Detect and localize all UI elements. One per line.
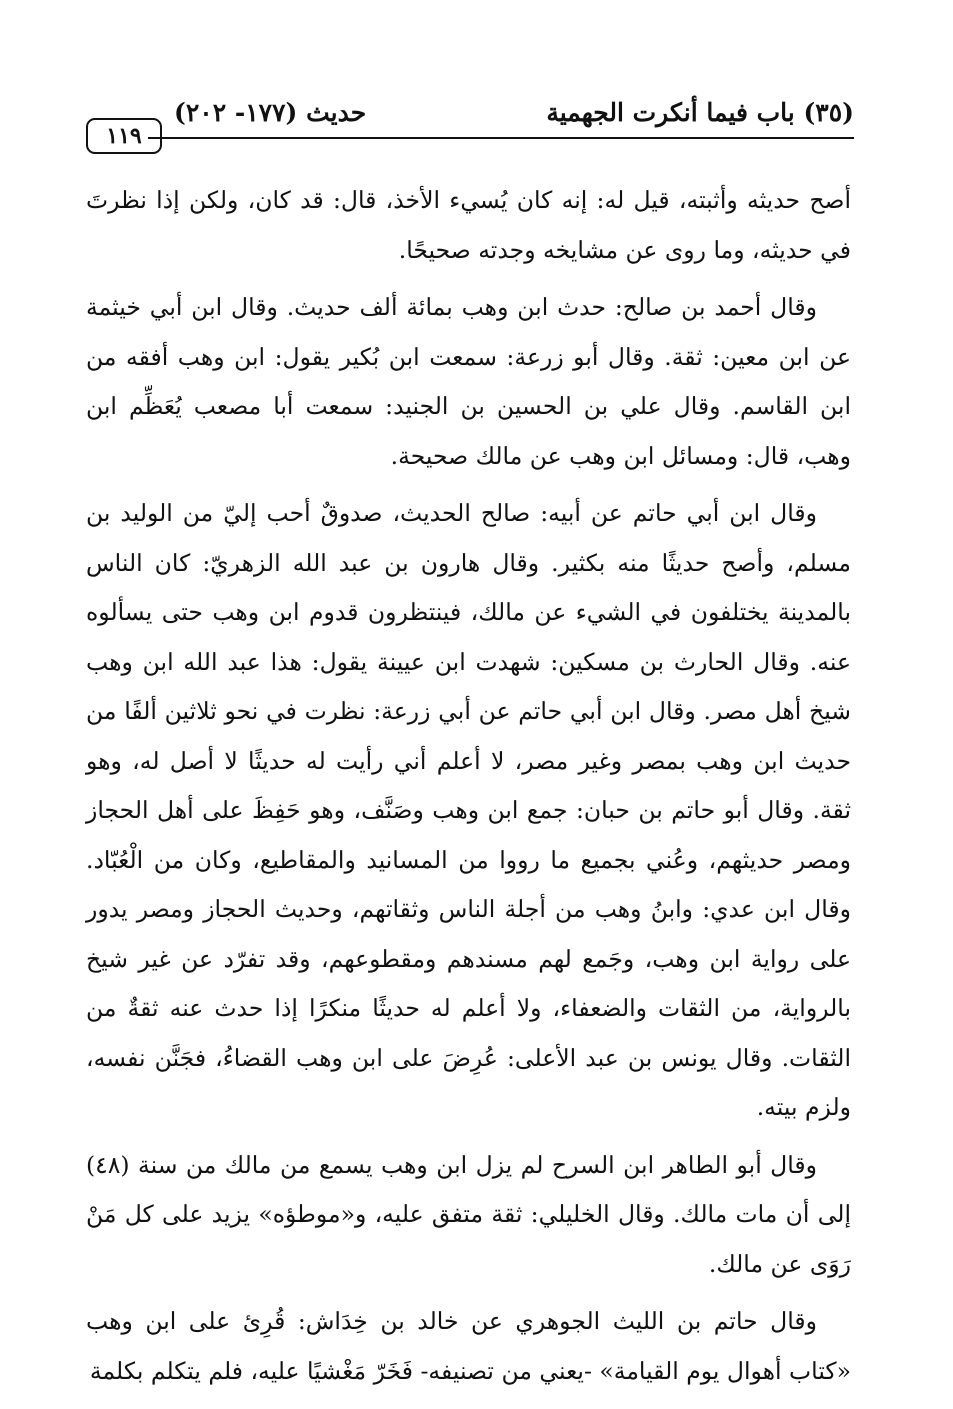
chapter-title: (٣٥) باب فيما أنكرت الجهمية [546,98,854,127]
paragraph: وقال أحمد بن صالح: حدث ابن وهب بمائة ألف حديث. وقال ابن أبي خيثمة عن ابن معين: ثقة. وقال أبو زرعة: سمعت ابن بُكير يقول: ابن وهب أفقه من ابن القاسم. وقال علي بن الحسين بن الجنيد: سمعت أبا مصعب يُعَظِّم ابن وهب، قال: ومسائل ابن وهب عن مالك صحيحة. [86,293,851,470]
hadith-range: حديث (١٧٧- ٢٠٢) [174,98,367,127]
paragraph: وقال أبو الطاهر ابن السرح لم يزل ابن وهب يسمع من مالك من سنة (٤٨) إلى أن مات مالك. وقال الخليلي: ثقة متفق عليه، و«موطؤه» يزيد على كل مَنْ رَوَى عن مالك. [86,1150,851,1278]
header-rule [148,137,854,139]
page-header [86,92,854,152]
paragraph: أصح حديثه وأثبته، قيل له: إنه كان يُسيء الأخذ، قال: قد كان، ولكن إذا نظرتَ في حديثه، وما روى عن مشايخه وجدته صحيحًا. [86,186,851,264]
body-text [86,176,851,1404]
paragraph: وقال ابن أبي حاتم عن أبيه: صالح الحديث، صدوقٌ أحب إليّ من الوليد بن مسلم، وأصح حديثًا منه بكثير. وقال هارون بن عبد الله الزهريّ: كان الناس بالمدينة يختلفون في الشيء عن مالك، فينتظرون قدوم ابن وهب حتى يسألوه عنه. وقال الحارث بن مسكين: شهدت ابن عيينة يقول: هذا عبد الله ابن وهب شيخ أهل مصر. وقال ابن أبي حاتم عن أبي زرعة: نظرت في نحو ثلاثين ألفًا من حديث ابن وهب بمصر وغير مصر، لا أعلم أني رأيت له حديثًا لا أصل له، وهو ثقة. وقال أبو حاتم بن حبان: جمع ابن وهب وصَنَّف، وهو حَفِظَ على أهل الحجاز ومصر حديثهم، وعُني بجميع ما رووا من المسانيد والمقاطيع، وكان من الْعُبّاد. وقال ابن عدي: وابنُ وهب من أجلة الناس وثقاتهم، وحديث الحجاز ومصر يدور على رواية ابن وهب، وجَمع لهم مسندهم ومقطوعهم، وقد تفرّد عن غير شيخ بالرواية، من الثقات والضعفاء، ولا أعلم له حديثًا منكرًا إذا حدث عنه ثقةٌ من الثقات. وقال يونس بن عبد الأعلى: عُرِضَ على ابن وهب القضاءُ، فجَنَّن نفسه، ولزم بيته. [86,499,851,1121]
paragraph: وقال حاتم بن الليث الجوهري عن خالد بن خِدَاش: قُرِئ على ابن وهب «كتاب أهوال يوم القيامة» -يعني من تصنيفه- فَخَرّ مَغْشيًا عليه، فلم يتكلم بكلمة [86,1307,851,1385]
page-number: ١١٩ [86,118,162,154]
